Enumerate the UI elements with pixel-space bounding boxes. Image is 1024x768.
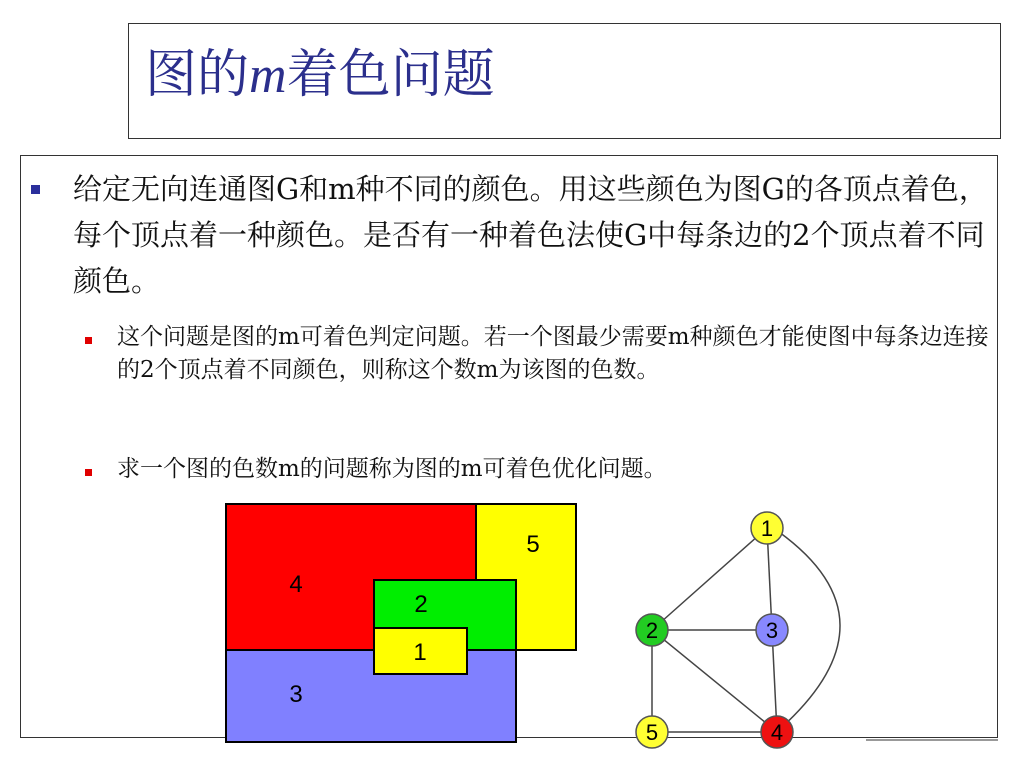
- map-region-label: 5: [526, 531, 540, 558]
- map-region-label: 1: [413, 639, 427, 666]
- map-region-label: 3: [289, 681, 303, 708]
- title-suffix: 着色问题: [286, 45, 495, 105]
- title-prefix: 图的: [145, 45, 250, 105]
- graph-node-label: 2: [645, 618, 659, 643]
- sub-point-text: 求一个图的色数m的问题称为图的m可着色优化问题。: [117, 456, 667, 482]
- sub-point-text: 这个问题是图的m可着色判定问题。若一个图最少需要m种颜色才能使图中每条边连接的2个顶点着不同颜色，则称这个数m为该图的色数。: [117, 324, 989, 383]
- map-region-label: 2: [414, 591, 428, 618]
- graph-node-label: 5: [645, 720, 659, 745]
- map-region-label: 4: [289, 571, 303, 598]
- graph-edge: [652, 528, 767, 630]
- main-point-text: 给定无向连通图G和m种不同的颜色。用这些颜色为图G的各顶点着色，每个顶点着一种颜色。是否有一种着色法使G中每条边的2个顶点着不同颜色。: [73, 172, 988, 298]
- graph-node-label: 1: [760, 516, 774, 541]
- title-variable: m: [249, 47, 287, 104]
- map-figure: [226, 504, 576, 742]
- graph-edge: [652, 630, 777, 732]
- map-region: [226, 650, 516, 742]
- graph-figure: [636, 512, 840, 748]
- graph-node-label: 4: [770, 720, 784, 745]
- graph-node-label: 3: [765, 618, 779, 643]
